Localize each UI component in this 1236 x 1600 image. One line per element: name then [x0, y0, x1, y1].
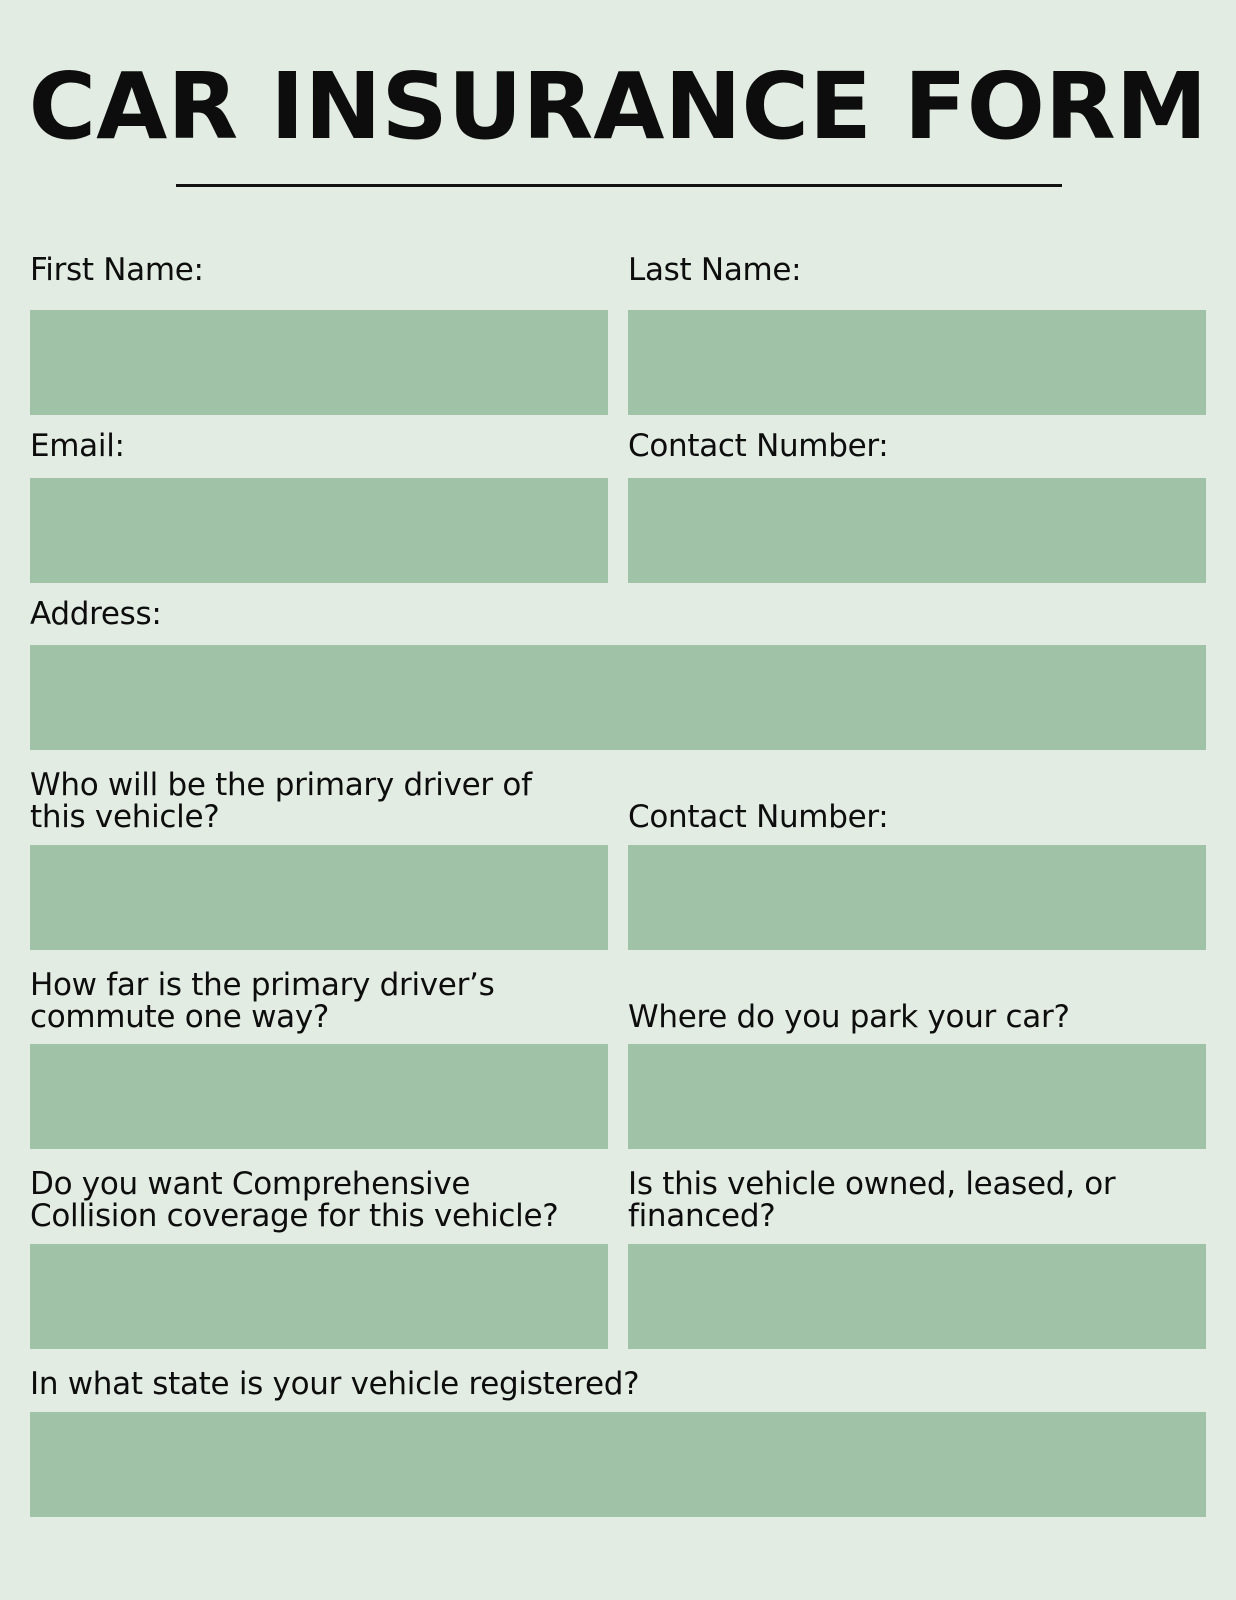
primary-driver-input[interactable] — [30, 845, 608, 950]
title-divider — [176, 184, 1062, 187]
coverage-label-line2: Collision coverage for this vehicle? — [30, 1198, 559, 1234]
driver-contact-number-label: Contact Number: — [628, 799, 889, 835]
first-name-input[interactable] — [30, 310, 608, 415]
coverage-input[interactable] — [30, 1244, 608, 1349]
driver-contact-number-input[interactable] — [628, 845, 1206, 950]
form-title: CAR INSURANCE FORM — [28, 53, 1208, 160]
ownership-label-line1: Is this vehicle owned, leased, or — [628, 1166, 1116, 1202]
email-input[interactable] — [30, 478, 608, 583]
commute-label-line1: How far is the primary driver’s — [30, 967, 495, 1003]
last-name-label: Last Name: — [628, 252, 802, 288]
address-input[interactable] — [30, 645, 1206, 750]
first-name-label: First Name: — [30, 252, 204, 288]
registration-state-input[interactable] — [30, 1412, 1206, 1517]
contact-number-input[interactable] — [628, 478, 1206, 583]
commute-input[interactable] — [30, 1044, 608, 1149]
commute-label-line2: commute one way? — [30, 999, 330, 1035]
last-name-input[interactable] — [628, 310, 1206, 415]
coverage-label-line1: Do you want Comprehensive — [30, 1166, 471, 1202]
email-label: Email: — [30, 428, 125, 464]
ownership-label-line2: financed? — [628, 1198, 776, 1234]
contact-number-label: Contact Number: — [628, 428, 889, 464]
parking-input[interactable] — [628, 1044, 1206, 1149]
primary-driver-label-line1: Who will be the primary driver of — [30, 767, 532, 803]
primary-driver-label-line2: this vehicle? — [30, 799, 220, 835]
address-label: Address: — [30, 596, 162, 632]
ownership-input[interactable] — [628, 1244, 1206, 1349]
registration-state-label: In what state is your vehicle registered? — [30, 1366, 640, 1402]
parking-label: Where do you park your car? — [628, 999, 1070, 1035]
